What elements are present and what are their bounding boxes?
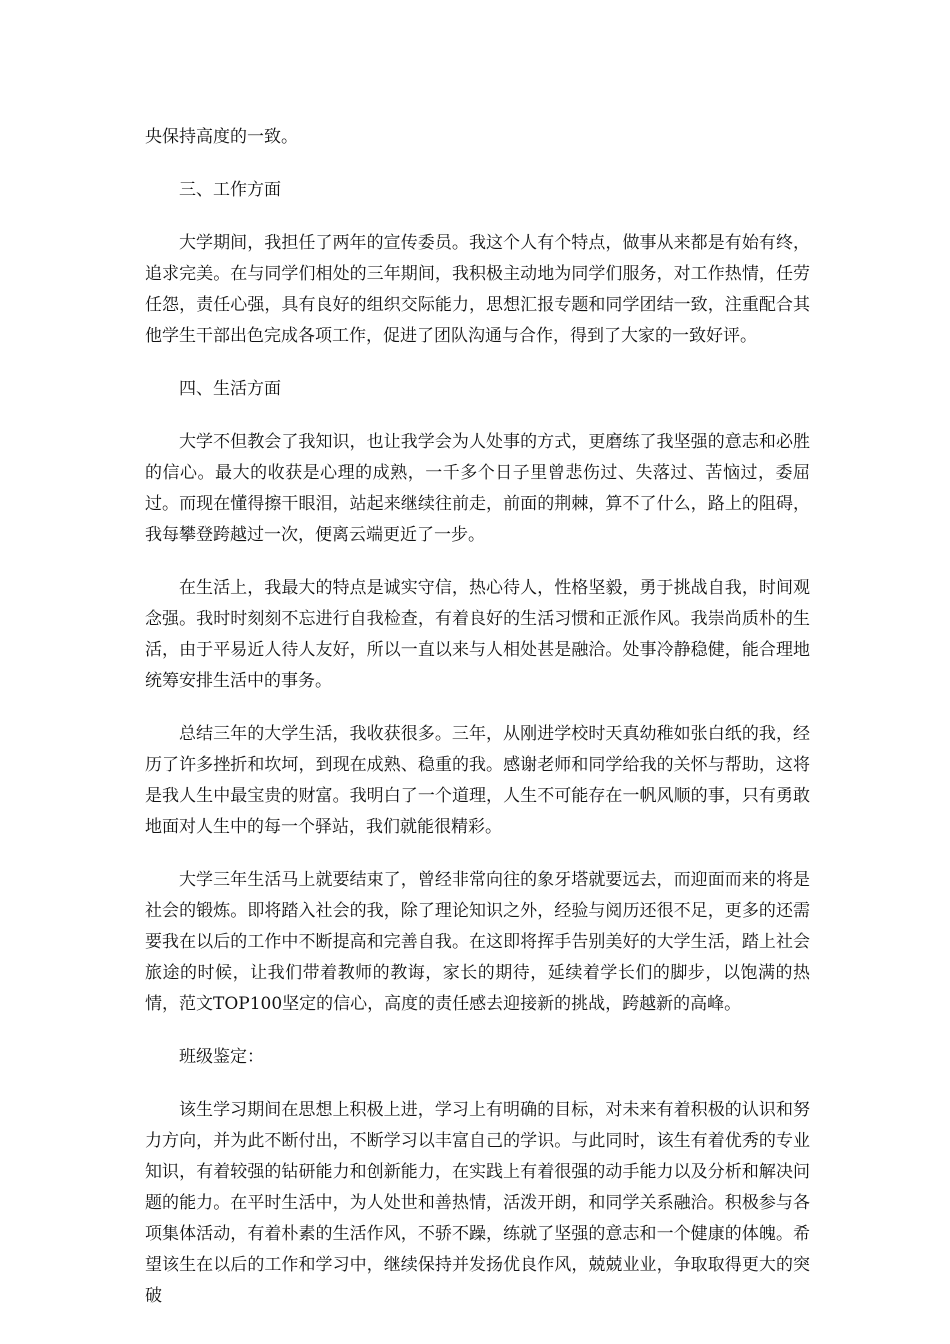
paragraph-life-character: 在生活上，我最大的特点是诚实守信，热心待人，性格坚毅，勇于挑战自我，时间观念强。我时时刻刻不忘进行自我检查，有着良好的生活习惯和正派作风。我崇尚质朴的生活，由于平易近人待人友好，所以一直以来与人相处甚是融洽。处事冷静稳健，能合理地统筹安排生活中的事务。 xyxy=(145,578,810,691)
paragraph-farewell: 大学三年生活马上就要结束了，曾经非常向往的象牙塔就要远去，而迎面而来的将是社会的锻炼。即将踏入社会的我，除了理论知识之外，经验与阅历还很不足，更多的还需要我在以后的工作中不断提高和完善自我。在这即将挥手告别美好的大学生活，踏上社会旅途的时候，让我们带着教师的教诲，家长的期待，延续着学长们的脚步，以饱满的热情，范文TOP100坚定的信心，高度的责任感去迎接新的挑战，跨越新的高峰。 xyxy=(145,870,810,1014)
paragraph-work: 大学期间，我担任了两年的宣传委员。我这个人有个特点，做事从来都是有始有终，追求完美。在与同学们相处的三年期间，我积极主动地为同学们服务，对工作热情，任劳任怨，责任心强，具有良好的组织交际能力，思想汇报专题和同学团结一致，注重配合其他学生干部出色完成各项工作，促进了团队沟通与合作，得到了大家的一致好评。 xyxy=(145,233,810,346)
section-heading-work: 三、工作方面 xyxy=(179,180,281,200)
paragraph-continuation: 央保持高度的一致。 xyxy=(145,127,298,147)
section-heading-life: 四、生活方面 xyxy=(179,379,281,399)
paragraph-life-growth: 大学不但教会了我知识，也让我学会为人处事的方式，更磨练了我坚强的意志和必胜的信心。最大的收获是心理的成熟，一千多个日子里曾悲伤过、失落过、苦恼过，委屈过。而现在懂得擦干眼泪，站起来继续往前走，前面的荆棘，算不了什么，路上的阻碍，我每攀登跨越过一次，便离云端更近了一步。 xyxy=(145,432,810,545)
document-body xyxy=(145,122,810,1334)
section-heading-class-review: 班级鉴定： xyxy=(179,1047,264,1067)
paragraph-class-review: 该生学习期间在思想上积极上进，学习上有明确的目标，对未来有着积极的认识和努力方向，并为此不断付出，不断学习以丰富自己的学识。与此同时，该生有着优秀的专业知识，有着较强的钻研能力和创新能力，在实践上有着很强的动手能力以及分析和解决问题的能力。在平时生活中，为人处世和善热情，活泼开朗，和同学关系融洽。积极参与各项集体活动，有着朴素的生活作风，不骄不躁，练就了坚强的意志和一个健康的体魄。希望该生在以后的工作和学习中，继续保持并发扬优良作风，兢兢业业，争取取得更大的突破 xyxy=(145,1100,810,1306)
paragraph-summary: 总结三年的大学生活，我收获很多。三年，从刚进学校时天真幼稚如张白纸的我，经历了许多挫折和坎坷，到现在成熟、稳重的我。感谢老师和同学给我的关怀与帮助，这将是我人生中最宝贵的财富。我明白了一个道理，人生不可能存在一帆风顺的事，只有勇敢地面对人生中的每一个驿站，我们就能很精彩。 xyxy=(145,724,810,837)
